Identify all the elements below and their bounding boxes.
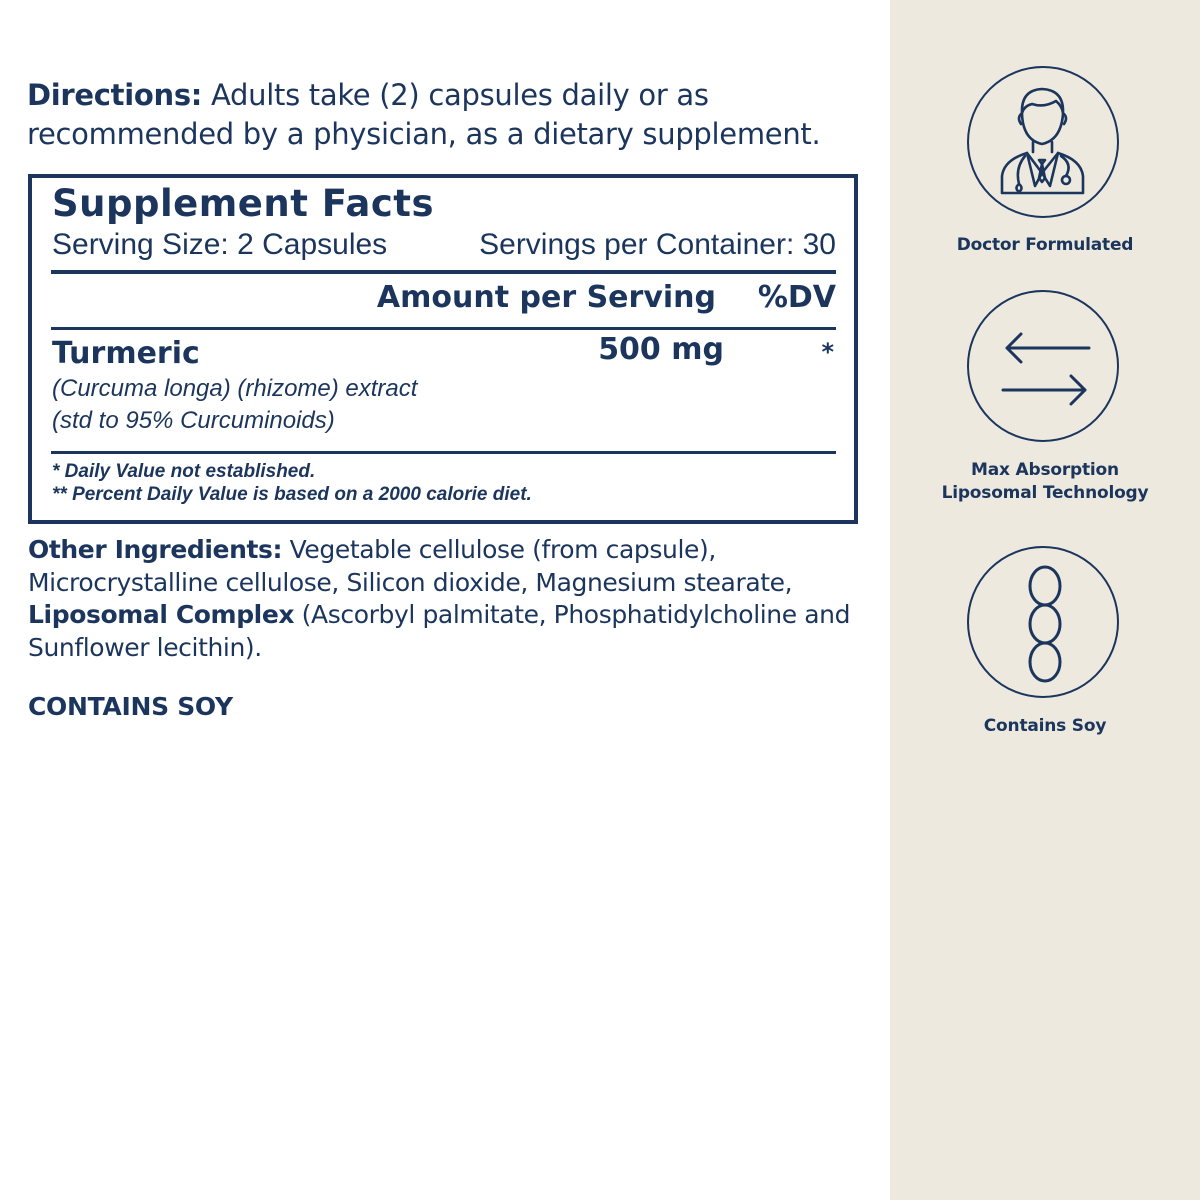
contains-soy-warning: CONTAINS SOY: [28, 692, 233, 721]
arrows-exchange-icon: [967, 290, 1119, 442]
liposomal-complex-body: (Ascorbyl palmitate, Phosphatidylcholine and Sunflower lecithin).: [28, 600, 851, 662]
ingredient-dv: *: [821, 338, 834, 366]
serving-size: Serving Size: 2 Capsules: [52, 228, 388, 261]
other-ingredients-label: Other Ingredients:: [28, 535, 283, 564]
directions-text: [27, 76, 877, 154]
ingredient-description-line2: (std to 95% Curcuminoids): [52, 407, 335, 434]
liposomal-complex-label: Liposomal Complex: [28, 600, 295, 629]
directions-label: Directions:: [27, 78, 203, 112]
feature-label: Contains Soy: [983, 716, 1107, 736]
directions-body: Adults take (2) capsules daily or as recommended by a physician, as a dietary supplement.: [27, 78, 821, 151]
supplement-facts-title: Supplement Facts: [52, 182, 435, 225]
ingredient-name: Turmeric: [52, 336, 200, 371]
ingredient-amount: 500 mg: [598, 332, 724, 367]
amount-per-serving-header: Amount per Serving: [376, 280, 716, 315]
feature-label-line2: Liposomal Technology: [941, 483, 1149, 503]
feature-label: Doctor Formulated: [956, 235, 1134, 255]
other-ingredients-body: Vegetable cellulose (from capsule), Microcrystalline cellulose, Silicon dioxide, Magnesium stearate,: [28, 535, 793, 597]
divider-thick: [51, 270, 836, 274]
doctor-icon: [967, 66, 1119, 218]
dv-header: %DV: [757, 280, 836, 315]
soybean-icon: [967, 546, 1119, 698]
divider-thin: [51, 451, 836, 454]
footnote-daily-value: * Daily Value not established.: [52, 461, 316, 482]
feature-label-line1: Max Absorption: [971, 460, 1119, 480]
divider-thin: [51, 327, 836, 330]
features-sidebar: [890, 0, 1200, 1200]
ingredient-description-line1: (Curcuma longa) (rhizome) extract: [52, 375, 418, 402]
footnote-percent-daily-value: ** Percent Daily Value is based on a 2000 calorie diet.: [52, 484, 532, 505]
servings-per-container: Servings per Container: 30: [479, 228, 836, 261]
supplement-facts-panel: [28, 174, 858, 524]
other-ingredients-text: [28, 534, 878, 664]
